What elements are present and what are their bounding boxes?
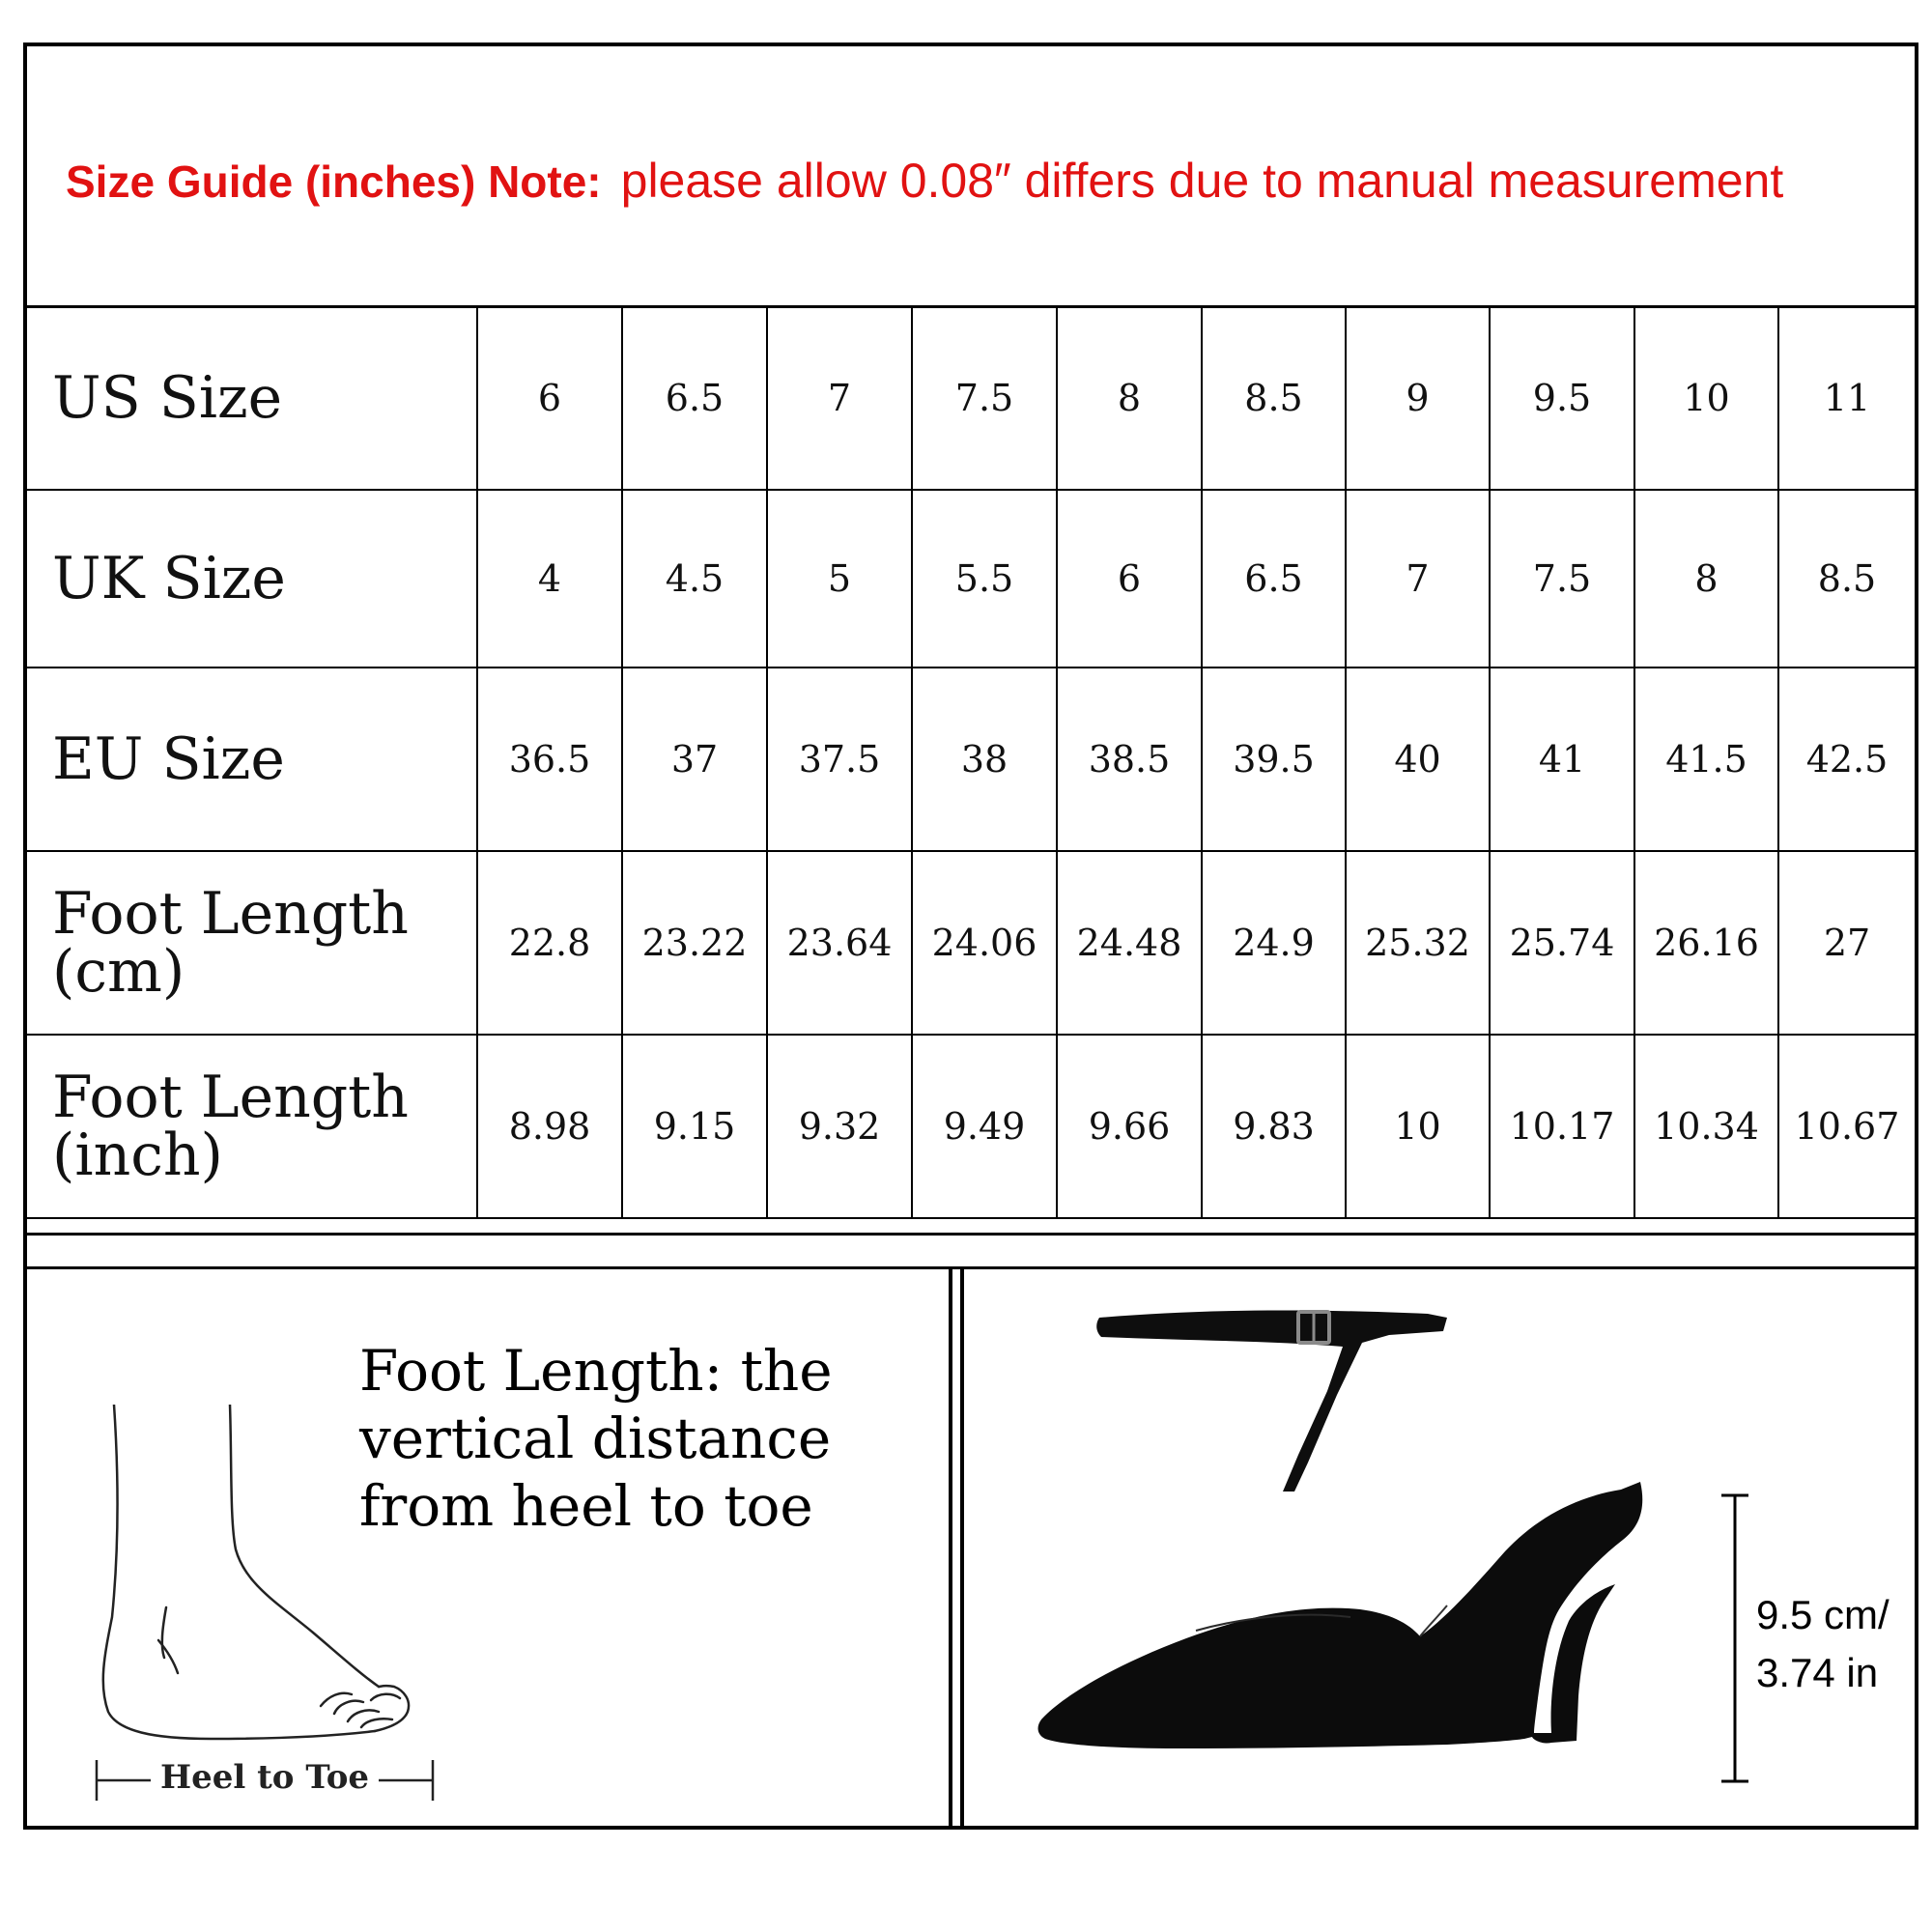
size-cell: 7.5 xyxy=(1490,490,1634,668)
size-cell: 4 xyxy=(477,490,622,668)
size-cell: 8.5 xyxy=(1778,490,1915,668)
size-cell: 5.5 xyxy=(912,490,1057,668)
size-cell: 8 xyxy=(1634,490,1778,668)
size-cell: 39.5 xyxy=(1202,668,1346,851)
size-cell: 7.5 xyxy=(912,306,1057,490)
measurement-note: please allow 0.08″ differs due to manual measurement xyxy=(620,154,1784,208)
size-guide-note xyxy=(66,153,1783,209)
size-guide-frame xyxy=(23,43,1918,1830)
size-row-label: US Size xyxy=(27,306,477,490)
size-cell: 9.32 xyxy=(767,1035,912,1218)
size-cell: 24.06 xyxy=(912,851,1057,1035)
measurement-illustration-section xyxy=(27,1269,1915,1826)
size-cell: 27 xyxy=(1778,851,1915,1035)
size-row xyxy=(27,1035,1915,1218)
size-cell: 41.5 xyxy=(1634,668,1778,851)
heel-to-toe-indicator xyxy=(93,1752,440,1810)
foot-outline-icon xyxy=(85,1405,452,1810)
size-cell: 24.9 xyxy=(1202,851,1346,1035)
size-cell: 8 xyxy=(1057,306,1202,490)
size-row-label: EU Size xyxy=(27,668,477,851)
foot-length-definition: Foot Length: the vertical distance from heel to toe xyxy=(359,1338,833,1539)
heel-shoe-image xyxy=(1022,1298,1679,1801)
size-cell: 10.34 xyxy=(1634,1035,1778,1218)
size-cell: 10 xyxy=(1346,1035,1490,1218)
size-cell: 36.5 xyxy=(477,668,622,851)
size-cell: 40 xyxy=(1346,668,1490,851)
size-row xyxy=(27,306,1915,490)
size-cell: 22.8 xyxy=(477,851,622,1035)
size-cell: 10 xyxy=(1634,306,1778,490)
heel-height-in: 3.74 in xyxy=(1756,1650,1879,1695)
size-cell: 9 xyxy=(1346,306,1490,490)
size-row-label: Foot Length (cm) xyxy=(27,851,477,1035)
size-cell: 9.66 xyxy=(1057,1035,1202,1218)
size-cell: 9.83 xyxy=(1202,1035,1346,1218)
size-chart-table xyxy=(27,305,1915,1219)
heel-to-toe-label: Heel to Toe xyxy=(159,1758,370,1797)
size-cell: 25.32 xyxy=(1346,851,1490,1035)
size-cell: 5 xyxy=(767,490,912,668)
size-guide-title: Size Guide (inches) Note: xyxy=(66,156,602,207)
section-divider-band xyxy=(27,1233,1915,1269)
size-cell: 6.5 xyxy=(622,306,767,490)
size-cell: 42.5 xyxy=(1778,668,1915,851)
heel-height-cm: 9.5 cm/ xyxy=(1756,1592,1889,1637)
size-row-label: UK Size xyxy=(27,490,477,668)
size-cell: 9.49 xyxy=(912,1035,1057,1218)
size-cell: 4.5 xyxy=(622,490,767,668)
size-row xyxy=(27,490,1915,668)
size-cell: 37 xyxy=(622,668,767,851)
size-cell: 6 xyxy=(477,306,622,490)
heel-height-dimension-icon xyxy=(1716,1493,1754,1783)
heel-height-label xyxy=(1756,1586,1889,1702)
section-divider-line xyxy=(949,1269,952,1826)
size-cell: 6 xyxy=(1057,490,1202,668)
size-cell: 8.5 xyxy=(1202,306,1346,490)
size-cell: 26.16 xyxy=(1634,851,1778,1035)
size-cell: 11 xyxy=(1778,306,1915,490)
size-cell: 25.74 xyxy=(1490,851,1634,1035)
size-cell: 9.5 xyxy=(1490,306,1634,490)
size-cell: 8.98 xyxy=(477,1035,622,1218)
size-cell: 38.5 xyxy=(1057,668,1202,851)
size-row xyxy=(27,668,1915,851)
size-guide-header xyxy=(27,46,1915,308)
size-cell: 37.5 xyxy=(767,668,912,851)
size-cell: 10.67 xyxy=(1778,1035,1915,1218)
section-divider-line xyxy=(960,1269,964,1826)
size-cell: 7 xyxy=(1346,490,1490,668)
size-cell: 23.64 xyxy=(767,851,912,1035)
size-cell: 7 xyxy=(767,306,912,490)
size-cell: 38 xyxy=(912,668,1057,851)
size-row xyxy=(27,851,1915,1035)
size-cell: 41 xyxy=(1490,668,1634,851)
size-cell: 23.22 xyxy=(622,851,767,1035)
size-cell: 9.15 xyxy=(622,1035,767,1218)
size-cell: 10.17 xyxy=(1490,1035,1634,1218)
size-cell: 24.48 xyxy=(1057,851,1202,1035)
size-cell: 6.5 xyxy=(1202,490,1346,668)
size-row-label: Foot Length (inch) xyxy=(27,1035,477,1218)
